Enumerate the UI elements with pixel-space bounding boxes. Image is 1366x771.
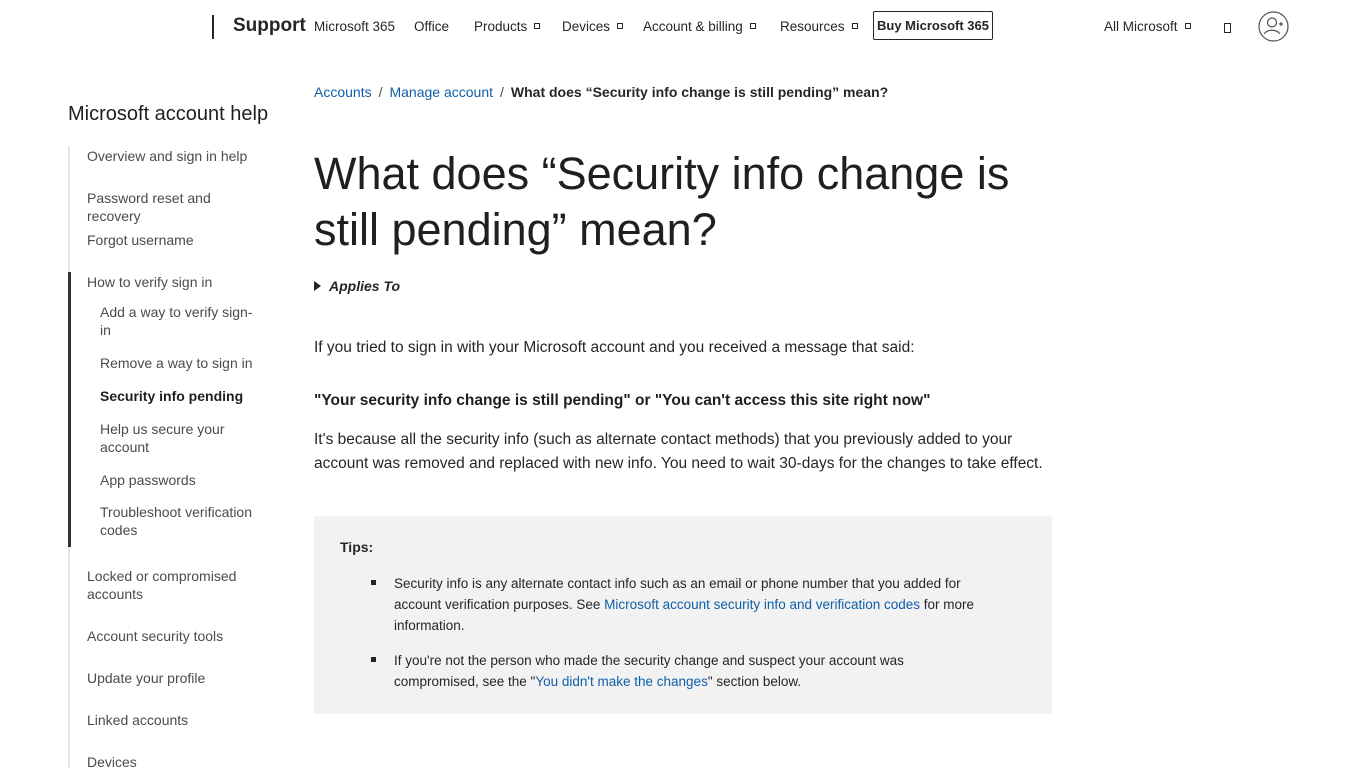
- intro-paragraph: If you tried to sign in with your Microsoft account and you received a message that said:: [314, 339, 915, 356]
- leftnav-subitem-app-passwords[interactable]: App passwords: [100, 472, 196, 488]
- error-message-quote: "Your security info change is still pending" or "You can't access this site right now": [314, 392, 931, 409]
- nav-microsoft-365[interactable]: [314, 19, 395, 34]
- explanation-paragraph: It's because all the security info (such as alternate contact methods) that you previously added to your account was removed and replaced with new info. You need to wait 30-days for the changes to take effect.: [314, 431, 1043, 472]
- leftnav-title: Microsoft account help: [68, 103, 269, 125]
- breadcrumb-separator: /: [500, 84, 504, 100]
- tip-text: Security info is any alternate contact info such as an email or phone number that you added for account verification purposes. See: [394, 576, 961, 612]
- applies-to-label: Applies To: [329, 278, 401, 294]
- leftnav-subitem-add-verify[interactable]: Add a way to verify sign-in: [100, 304, 253, 338]
- chevron-down-icon: [852, 23, 858, 29]
- tip-text: " section below.: [707, 674, 802, 689]
- all-microsoft-menu[interactable]: [1104, 19, 1191, 34]
- leftnav-item-linked-accounts[interactable]: Linked accounts: [87, 712, 189, 728]
- bullet-icon: [371, 580, 376, 585]
- bullet-icon: [371, 657, 376, 662]
- nav-account-billing-menu[interactable]: [643, 19, 756, 34]
- leftnav-item-forgot-username[interactable]: Forgot username: [87, 232, 194, 248]
- tip-item: [394, 573, 989, 636]
- chevron-down-icon: [750, 23, 756, 29]
- nav-label: Account & billing: [643, 19, 743, 34]
- support-home-link[interactable]: Support: [233, 15, 306, 36]
- leftnav-item-verify-sign-in[interactable]: How to verify sign in: [87, 274, 213, 290]
- leftnav-item-overview-sign-in[interactable]: Overview and sign in help: [87, 148, 248, 164]
- chevron-down-icon: [1185, 23, 1191, 29]
- nav-label: Products: [474, 19, 528, 34]
- nav-label: Devices: [562, 19, 611, 34]
- leftnav-item-password-reset[interactable]: Password reset and recovery: [87, 190, 211, 224]
- applies-to-toggle[interactable]: [314, 278, 400, 294]
- nav-label: Resources: [780, 19, 845, 34]
- tip-text: If you're not the person who made the security change and suspect your account was compromised, see the ": [394, 653, 904, 689]
- page-title: What does “Security info change is still pending” mean?: [314, 148, 1010, 255]
- tip-text: for more information.: [394, 597, 975, 633]
- leftnav-item-locked-accounts[interactable]: Locked or compromised accounts: [87, 568, 237, 602]
- account-icon[interactable]: [1258, 11, 1289, 42]
- breadcrumb: [314, 84, 888, 100]
- leftnav-subitem-troubleshoot-codes[interactable]: Troubleshoot verification codes: [100, 504, 253, 538]
- leftnav-item-devices[interactable]: Devices: [87, 754, 137, 770]
- leftnav-subitem-help-secure[interactable]: Help us secure your account: [100, 421, 225, 455]
- tip-item: [394, 650, 954, 692]
- leftnav-subitem-security-info-pending[interactable]: Security info pending: [100, 388, 244, 404]
- chevron-down-icon: [617, 23, 623, 29]
- buy-microsoft-365-button[interactable]: Buy Microsoft 365: [873, 11, 993, 40]
- nav-office[interactable]: [414, 19, 449, 34]
- nav-devices-menu[interactable]: [562, 19, 623, 34]
- breadcrumb-separator: /: [378, 84, 383, 100]
- leftnav-subitem-remove-sign-in[interactable]: Remove a way to sign in: [100, 355, 253, 371]
- security-info-verification-codes-link[interactable]: Microsoft account security info and verification codes: [604, 597, 921, 612]
- breadcrumb-manage-account-link[interactable]: Manage account: [389, 84, 494, 100]
- expand-triangle-icon: [314, 281, 321, 291]
- nav-products-menu[interactable]: [474, 19, 540, 34]
- leftnav-item-security-tools[interactable]: Account security tools: [87, 628, 224, 644]
- logo-divider: [212, 15, 214, 39]
- nav-resources-menu[interactable]: [780, 19, 858, 34]
- nav-label: All Microsoft: [1104, 19, 1178, 34]
- breadcrumb-current-page: What does “Security info change is still pending” mean?: [510, 84, 889, 100]
- cart-icon[interactable]: [1224, 23, 1231, 33]
- you-didnt-make-changes-link[interactable]: You didn't make the changes: [535, 674, 708, 689]
- chevron-down-icon: [534, 23, 540, 29]
- breadcrumb-accounts-link[interactable]: Accounts: [314, 84, 372, 100]
- nav-label: Office: [414, 19, 450, 34]
- leftnav-active-section-indicator: [68, 272, 71, 547]
- nav-label: Microsoft 365: [314, 19, 396, 34]
- tips-title: Tips:: [340, 539, 374, 555]
- tips-box: [314, 516, 1052, 714]
- leftnav-item-update-profile[interactable]: Update your profile: [87, 670, 206, 686]
- site-header: [0, 0, 1366, 54]
